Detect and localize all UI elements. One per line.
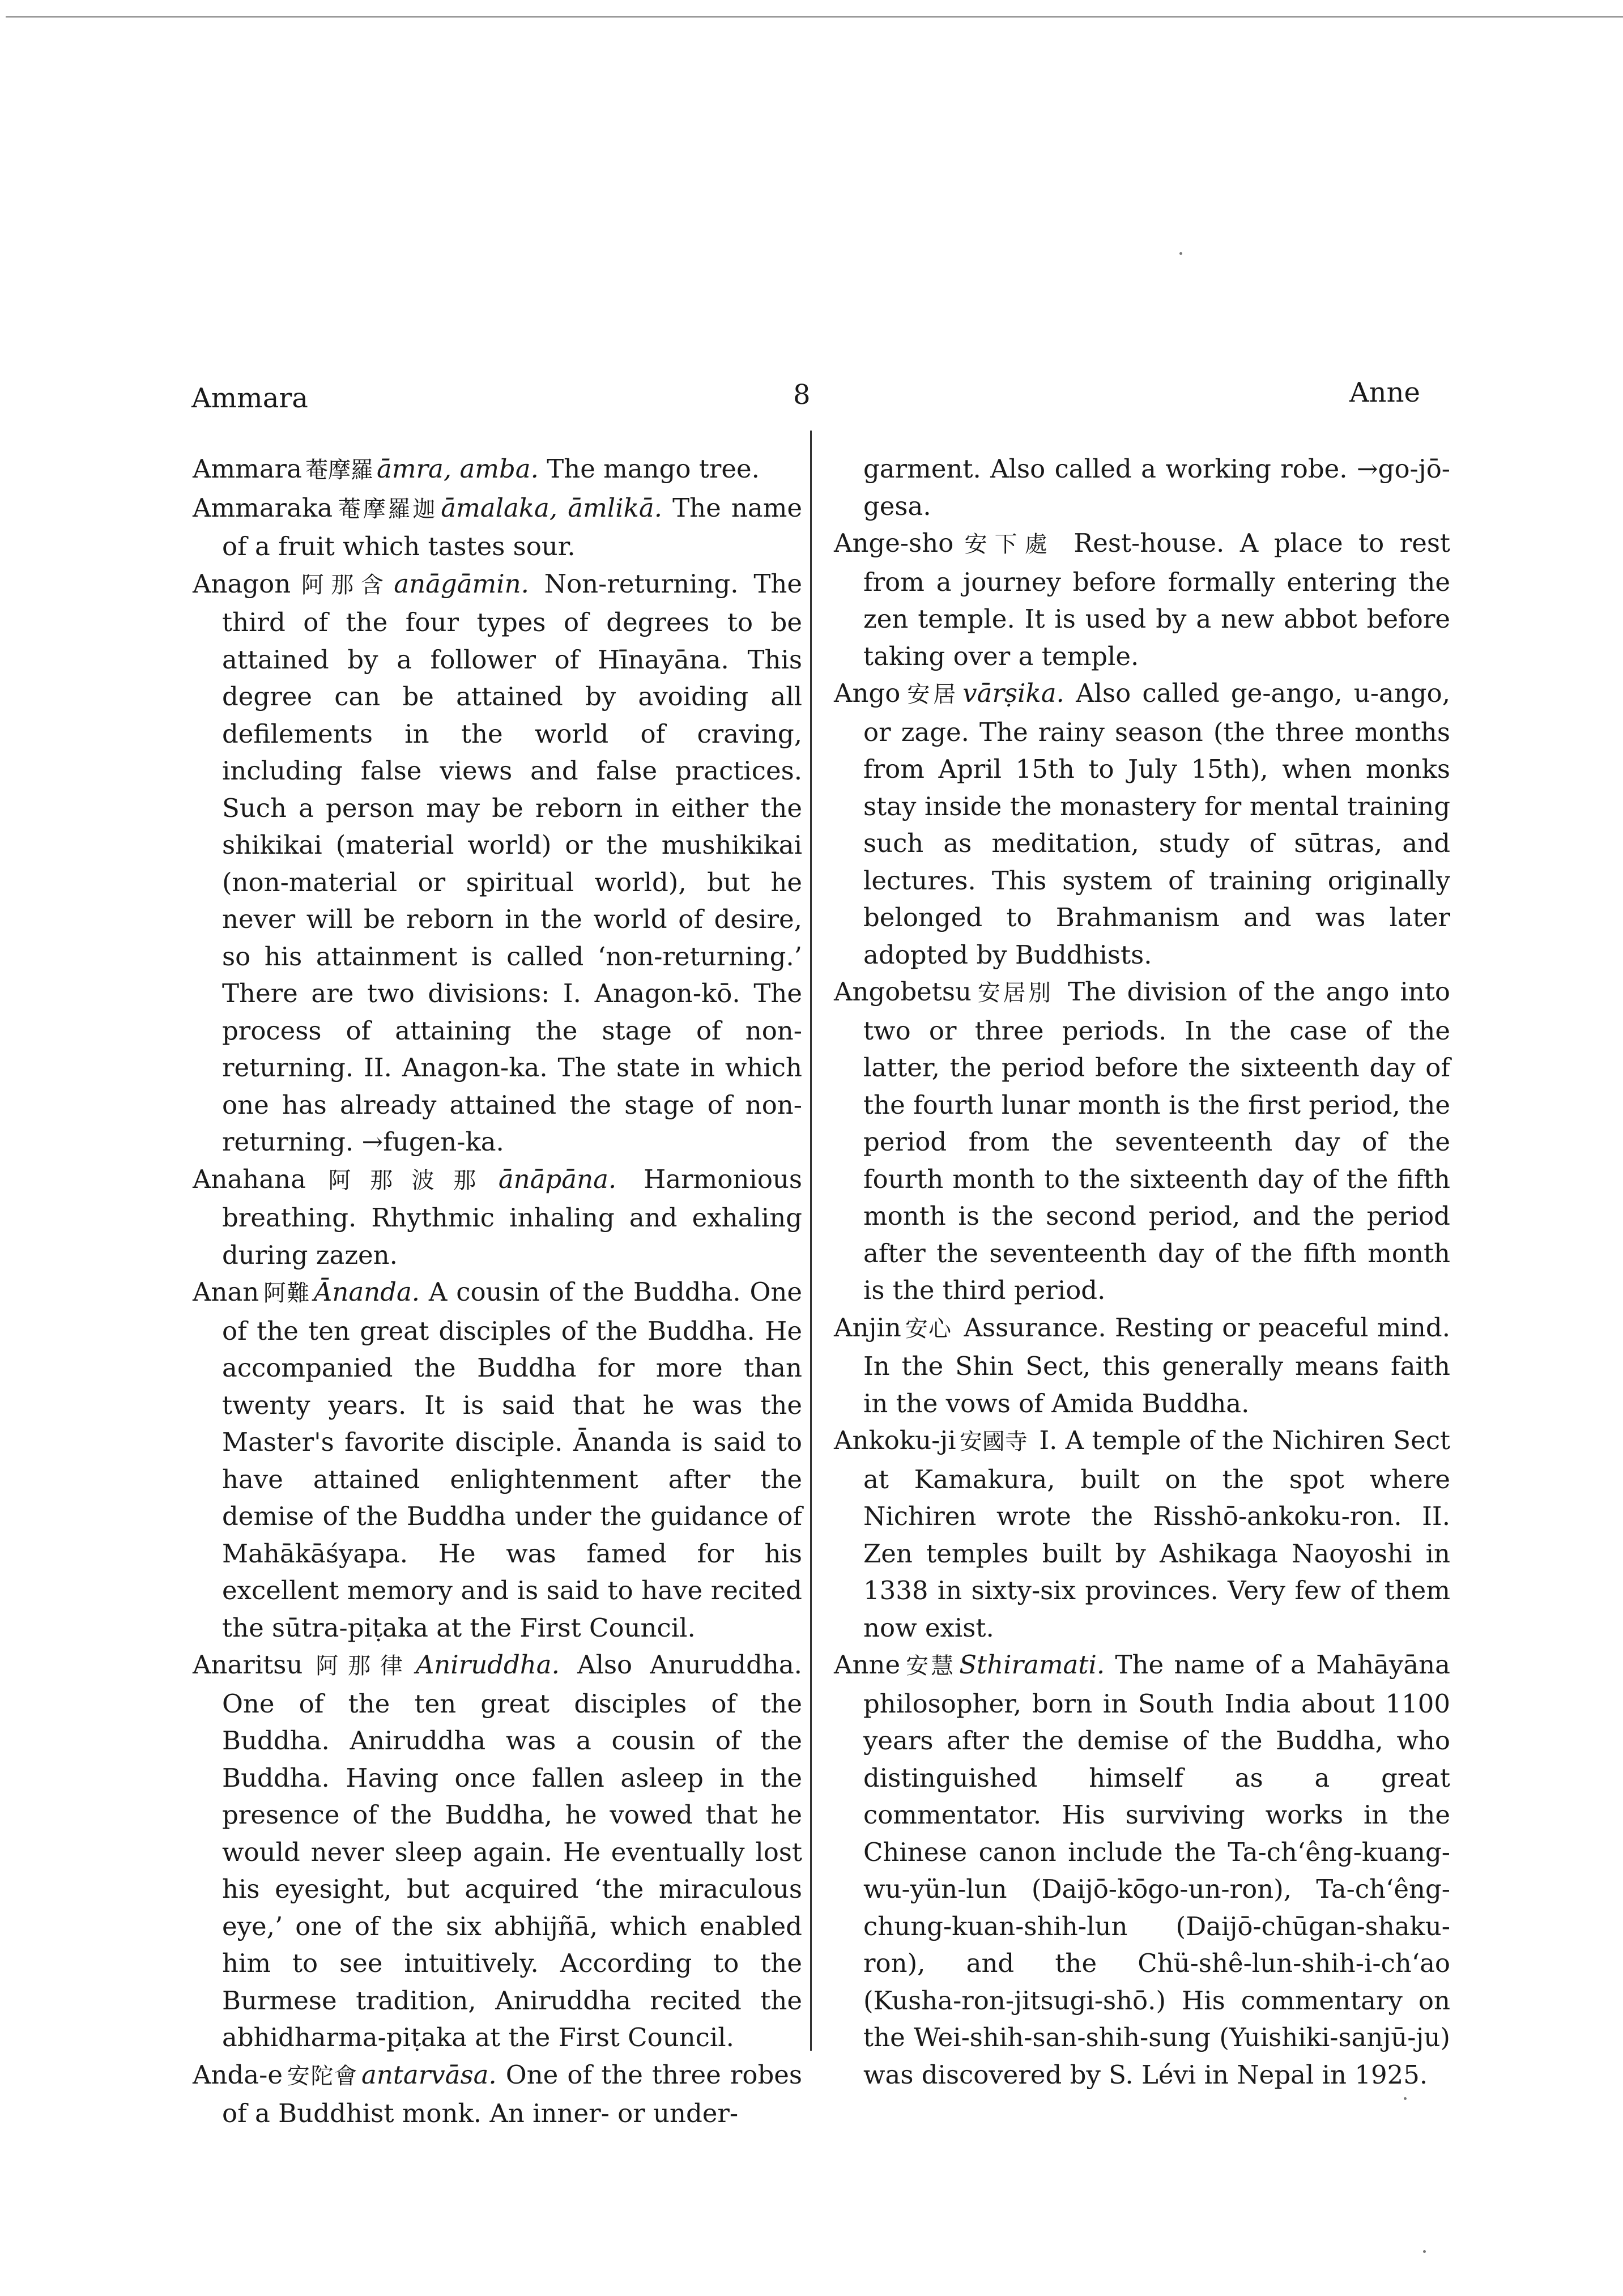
entry-kanji: 安陀會 <box>286 2063 359 2089</box>
left-column <box>193 450 802 2132</box>
entry-headword: Ange-sho <box>834 528 954 558</box>
dictionary-entry <box>193 1161 802 1274</box>
dictionary-entry <box>834 525 1450 675</box>
entry-kanji: 安居別 <box>974 980 1054 1006</box>
entry-definition: Also Anuruddha. One of the ten great disciples of the Buddha. Aniruddha was a cousin of the Buddha. Having once fallen asleep in the presence of the Buddha, he vowed that he would never sleep again. He eventually lost his eyesight, but acquired ‘the miraculous eye,’ one of the six abhijñā, which enabled him to see intuitively. According to the Burmese tradition, Aniruddha recited the abhidharma-piṭaka at the First Council. <box>222 1650 802 2052</box>
entry-sanskrit-term: ānāpāna. <box>498 1164 617 1194</box>
entry-kanji: 安下處 <box>957 531 1055 557</box>
entry-sanskrit-term: āmalaka, āmlikā. <box>441 492 662 523</box>
dictionary-entry <box>193 1273 802 1646</box>
entry-headword: Ango <box>834 678 901 708</box>
entry-headword: Ammara <box>193 454 303 484</box>
entry-kanji: 安慧 <box>904 1653 956 1679</box>
entry-sanskrit-term: vārṣika. <box>962 678 1064 708</box>
entry-definition: The name of a Mahāyāna philosopher, born in South India about 1100 years after the demise of the Buddha, who distinguished himself as a great commentator. His surviving works in the Chinese canon include the Ta-ch‘êng-kuang-wu-yün-lun (Daijō-kōgo-un-ron), Ta-ch‘êng-chung-kuan-shih-lun (Daijō-chūgan-shaku-ron), and the Chü-shê-lun-shih-i-ch‘ao (Kusha-ron-jitsugi-shō.) His commentary on the Wei-shih-san-shih-sung (Yuishiki-sanjū-ju) was discovered by S. Lévi in Nepal in 1925. <box>863 1650 1450 2090</box>
entry-definition: Also called ge-ango, u-ango, or zage. The rainy season (the three months from April 15th to July 15th), when monks stay inside the monastery for mental training such as meditation, study of sūtras, and lectures. This system of training originally belonged to Brahmanism and was later adopted by Buddhists. <box>863 678 1451 970</box>
entry-definition: Assurance. Resting or peaceful mind. In the Shin Sect, this generally means faith in the vows of Amida Buddha. <box>863 1312 1451 1419</box>
entry-kanji: 阿那律 <box>306 1653 412 1679</box>
entry-sanskrit-term: Aniruddha. <box>415 1650 560 1680</box>
entry-definition: One of the three robes of a Buddhist monk. An inner- or under- <box>222 2059 802 2128</box>
entry-headword: Anahana <box>193 1164 306 1194</box>
entry-headword: Ankoku-ji <box>834 1425 956 1455</box>
dictionary-entry-continuation <box>834 450 1450 525</box>
dictionary-entry <box>193 1646 802 2056</box>
entry-headword: Anda-e <box>193 2059 283 2090</box>
dictionary-entry <box>193 565 802 1161</box>
entry-kanji: 菴摩羅迦 <box>336 496 438 522</box>
entry-headword: Anan <box>193 1277 259 1307</box>
scan-speck <box>1179 252 1182 255</box>
column-divider <box>810 431 812 2051</box>
entry-sanskrit-term: Sthiramati. <box>959 1650 1105 1680</box>
entry-kanji: 安心 <box>904 1315 952 1342</box>
entry-definition: The mango tree. <box>538 454 760 484</box>
entry-headword: Ammaraka <box>193 492 333 523</box>
entry-kanji: 安國寺 <box>959 1429 1028 1455</box>
entry-definition: Non-returning. The third of the four types of degrees to be attained by a follower of Hīnayāna. This degree can be attained by avoiding all defilements in the world of craving, including false views and false practices. Such a person may be reborn in either the shikikai (material world) or the mushikikai (non-material or spiritual world), but he never will be reborn in the world of desire, so his attainment is called ‘non-returning.’ There are two divisions: I. Anagon-kō. The process of attaining the stage of non-returning. II. Anagon-ka. The state in which one has already attained the stage of non-returning. →fugen-ka. <box>222 568 802 1157</box>
entry-sanskrit-term: Ānanda. <box>313 1277 420 1307</box>
top-rule <box>6 16 1623 18</box>
entry-kanji: 菴摩羅 <box>305 457 374 483</box>
entry-sanskrit-term: āmra, amba. <box>377 454 539 484</box>
running-header <box>0 377 1623 416</box>
entry-definition: The name of a fruit which tastes sour. <box>222 492 802 561</box>
dictionary-entry <box>834 675 1450 973</box>
entry-headword: Angobetsu <box>834 977 972 1007</box>
dictionary-entry <box>834 973 1450 1309</box>
entry-headword: Anaritsu <box>193 1650 303 1680</box>
page-number: 8 <box>793 379 811 411</box>
entry-definition: A cousin of the Buddha. One of the ten great disciples of the Buddha. He accompanied the Buddha for more than twenty years. It is said that he was the Master's favorite disciple. Ānanda is said to have attained enlightenment after the demise of the Buddha under the guidance of Mahākāśyapa. He was famed for his excellent memory and is said to have recited the sūtra-piṭaka at the First Council. <box>222 1277 803 1643</box>
dictionary-entry <box>834 1646 1450 2093</box>
entry-definition: Rest-house. A place to rest from a journey before formally entering the zen temple. It is used by a new abbot before taking over a temple. <box>863 528 1451 671</box>
entry-headword: Anjin <box>834 1312 901 1343</box>
entry-sanskrit-term: antarvāsa. <box>361 2059 497 2090</box>
dictionary-entry <box>834 1309 1450 1422</box>
scan-speck <box>1404 2097 1407 2100</box>
entry-definition: The division of the ango into two or three periods. In the case of the latter, the period before the sixteenth day of the fourth lunar month is the first period, the period from the seventeenth day of the fourth month to the sixteenth day of the fifth month is the second period, and the period after the seventeenth day of the fifth month is the third period. <box>863 977 1451 1305</box>
dictionary-entry <box>193 489 802 565</box>
header-right-guide-word: Anne <box>1349 377 1420 408</box>
entry-headword: Anne <box>834 1650 901 1680</box>
dictionary-entry <box>193 2056 802 2132</box>
entry-headword: Anagon <box>193 568 291 599</box>
entry-definition: I. A temple of the Nichiren Sect at Kamakura, built on the spot where Nichiren wrote the Risshō-ankoku-ron. II. Zen temples built by Ashikaga Naoyoshi in 1338 in sixty-six provinces. Very few of them now exist. <box>863 1425 1451 1643</box>
entry-definition: Harmonious breathing. Rhythmic inhaling and exhaling during zazen. <box>222 1164 802 1270</box>
entry-kanji: 阿難 <box>262 1280 310 1306</box>
scan-speck <box>1423 2250 1426 2253</box>
entry-kanji: 阿那含 <box>294 572 391 598</box>
dictionary-entry <box>193 450 802 489</box>
entry-kanji: 阿那波那 <box>309 1167 495 1194</box>
entry-sanskrit-term: anāgāmin. <box>394 568 529 599</box>
entry-definition: garment. Also called a working robe. →go-jō-gesa. <box>863 454 1450 521</box>
header-left-guide-word: Ammara <box>191 382 308 414</box>
entry-kanji: 安居 <box>904 681 960 708</box>
dictionary-entry <box>834 1422 1450 1646</box>
right-column <box>834 450 1450 2093</box>
